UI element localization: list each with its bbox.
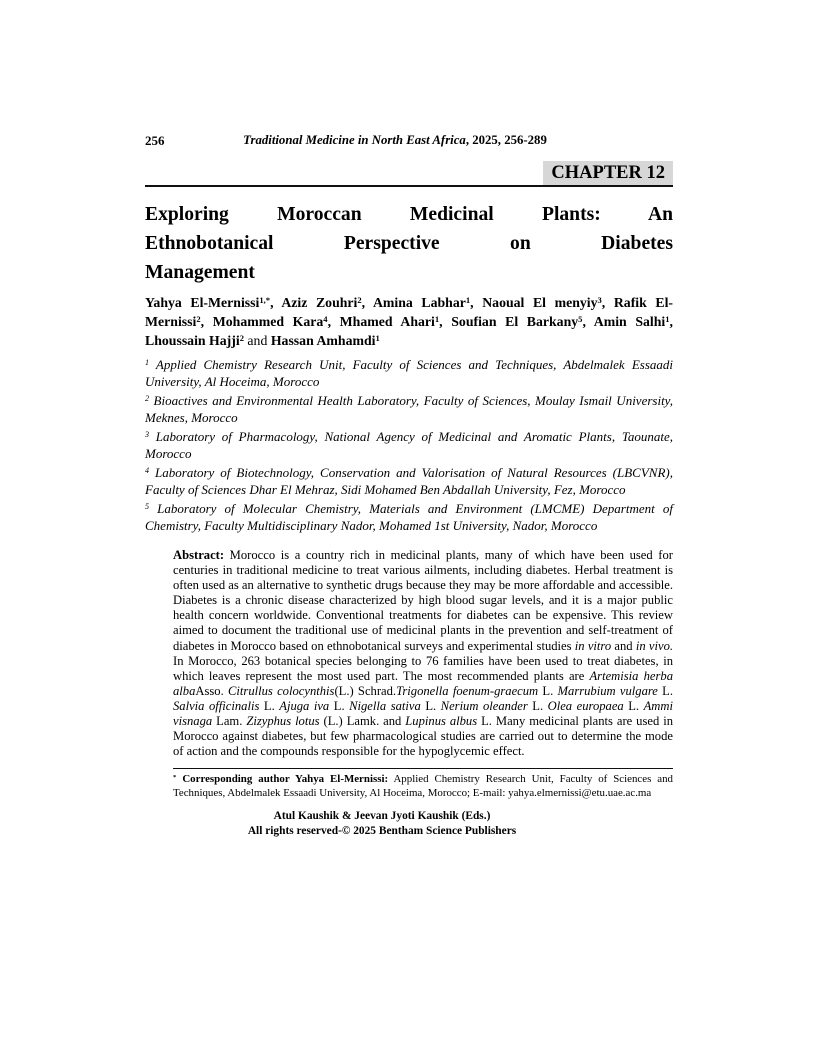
affiliation: $^4$ Laboratory of Biotechnology, Conservation and Valorisation of Natural Resources (LBCVNR), Faculty of Sciences Dhar El Mehraz, Sidi Mohamed Ben Abdallah University, Fez, Morocco xyxy=(145,465,673,497)
title-line: Management xyxy=(145,262,255,283)
publisher-rights: All rights reserved-© 2025 Bentham Science Publishers xyxy=(247,824,517,837)
affiliation: $^2$ Bioactives and Environmental Health Laboratory, Faculty of Sciences, Moulay Ismail University, Meknes, Morocco xyxy=(145,393,673,425)
affiliation-list xyxy=(145,357,673,534)
chapter-title xyxy=(145,200,673,287)
title-line: Exploring Moroccan Medicinal Plants: An xyxy=(145,204,673,225)
title-line: Ethnobotanical Perspective on Diabetes xyxy=(145,233,673,254)
running-title-journal: Traditional Medicine in North East Africa xyxy=(243,133,466,147)
footnote-text: * Corresponding author Yahya El-Mernissi: Applied Chemistry Research Unit, Faculty of Sciences and Techniques, Abdelmalek Essaadi University, Al Hoceima, Morocco; E-mail: yahya.elmernissi@etu.uae.ac.ma xyxy=(173,768,673,801)
chapter-badge: CHAPTER 12 xyxy=(543,161,673,185)
page-number: 256 xyxy=(145,133,165,148)
page-header xyxy=(145,133,673,150)
authors-line: Yahya El-Mernissi$^{1,*}$, Aziz Zouhri$^2$, Amina Labhar$^1$, Naoual El menyiy$^3$, Rafik El-Mernissi$^2$, Mohammed Kara$^4$, Mhamed Ahari$^1$, Soufian El Barkany$^5$, Amin Salhi$^1$, Lhoussain Hajji$^2$ and Hassan Amhamdi$^1$ xyxy=(145,295,674,348)
abstract-paragraph: Abstract: Morocco is a country rich in medicinal plants, many of which have been used for centuries in traditional medicine to treat various ailments, including diabetes. Herbal treatment is often used as an alternative to synthetic drugs because they may be more affordable and accessible. Diabetes is a chronic disease characterized by high blood sugar levels, and it is a major public health concern worldwide. Conventional treatments for diabetes can be expensive. This review aimed to document the traditional use of medicinal plants in the prevention and self-treatment of diabetes in Morocco based on ethnobotanical surveys and experimental studies in vitro and in vivo. In Morocco, 263 botanical species belonging to 76 families have been used to treat diabetes, in which leaves represent the most used part. The most recommended plants are Artemisia herba albaAsso. Citrullus colocynthis(L.) Schrad.Trigonella foenum-graecum L. Marrubium vulgare L. Salvia officinalis L. Ajuga iva L. Nigella sativa L. Nerium oleander L. Olea europaea L. Ammi visnaga Lam. Zizyphus lotus (L.) Lamk. and Lupinus albus L. Many medicinal plants are used in Morocco against diabetes, but few pharmacological studies are carried out to determine the mode of action and the compounds responsible for the hypoglycemic effect. xyxy=(173,548,674,759)
running-title xyxy=(185,133,605,148)
running-title-pages: , 2025, 256-289 xyxy=(465,133,547,147)
affiliation: $^3$ Laboratory of Pharmacology, National Agency of Medicinal and Aromatic Plants, Taounate, Morocco xyxy=(145,429,673,461)
publisher-block xyxy=(145,809,619,838)
affiliation: $^1$ Applied Chemistry Research Unit, Faculty of Sciences and Techniques, Abdelmalek Essaadi University, Al Hoceima, Morocco xyxy=(145,357,673,389)
publisher-editors: Atul Kaushik & Jeevan Jyoti Kaushik (Eds.) xyxy=(273,809,491,822)
affiliation: $^5$ Laboratory of Molecular Chemistry, Materials and Environment (LMCME) Department of Chemistry, Faculty Multidisciplinary Nador, Mohamed 1st University, Nador, Morocco xyxy=(145,501,673,533)
chapter-rule-row xyxy=(145,161,673,187)
